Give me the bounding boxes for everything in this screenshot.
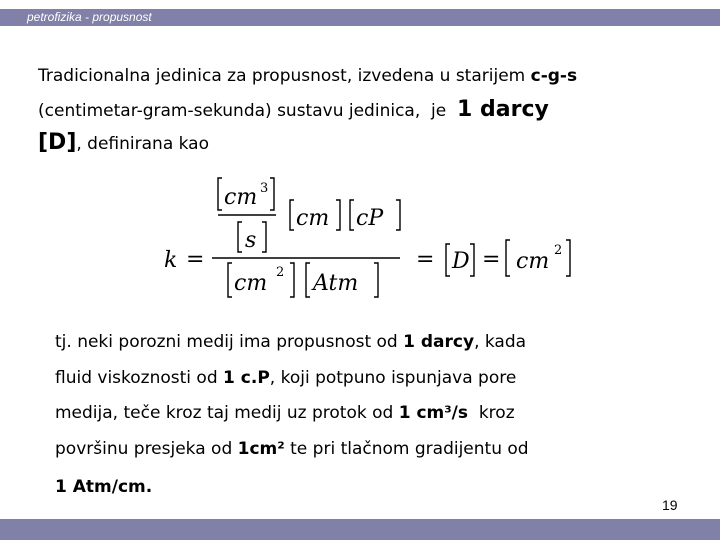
body-text: , koji potpuno ispunjava pore — [269, 368, 517, 388]
intro-text: , definirana kao — [76, 134, 210, 154]
formula-cP: cP — [356, 206, 384, 231]
bracket-right — [396, 200, 400, 230]
formula-equals: = — [482, 247, 501, 272]
bracket-right — [566, 240, 570, 276]
body-text: tj. neki porozni medij ima propusnost od — [55, 332, 398, 352]
intro-line-2 — [38, 97, 549, 122]
intro-line-1 — [38, 66, 577, 86]
body-flow: 1 cm³/s — [398, 403, 469, 423]
formula-equals: = — [186, 247, 205, 272]
body-line-4 — [55, 439, 529, 459]
header-title: petrofizika - propusnost — [27, 10, 152, 24]
bracket-right — [262, 222, 266, 252]
page-number: 19 — [662, 497, 678, 513]
formula-D: D — [452, 249, 470, 274]
body-line-2 — [55, 368, 516, 388]
body-text: , kada — [474, 332, 527, 352]
body-darcy: 1 darcy — [403, 332, 475, 352]
formula-k: k — [164, 248, 178, 273]
formula-cm2: cm — [516, 249, 550, 274]
formula-cm2: cm — [234, 271, 268, 296]
header-bar — [0, 9, 720, 26]
body-text: te pri tlačnom gradijentu od — [290, 439, 529, 459]
bracket-right — [270, 178, 274, 210]
permeability-formula — [160, 170, 580, 310]
body-text: površinu presjeka od — [55, 439, 233, 459]
footer-bar — [0, 519, 720, 540]
formula-s: s — [245, 228, 257, 253]
intro-D: [D] — [38, 130, 77, 155]
bracket-left — [218, 178, 222, 210]
formula-exp2: 2 — [276, 265, 285, 280]
formula-exp2: 2 — [554, 243, 563, 258]
bracket-left — [506, 240, 510, 276]
body-line-3 — [55, 403, 515, 423]
formula-exp3: 3 — [260, 181, 269, 196]
body-line-1 — [55, 332, 526, 352]
bracket-right — [336, 200, 340, 230]
bracket-right — [470, 244, 474, 276]
bracket-left — [290, 200, 294, 230]
formula-cm3: cm — [224, 185, 258, 210]
intro-cgs: c-g-s — [530, 66, 578, 86]
body-text: kroz — [478, 403, 515, 423]
bracket-left — [228, 263, 232, 297]
intro-text: je — [431, 101, 447, 121]
intro-darcy: 1 darcy — [457, 97, 549, 122]
bracket-left — [238, 222, 242, 252]
body-line-5: 1 Atm/cm. — [55, 477, 153, 497]
intro-text: Tradicionalna jedinica za propusnost, izvedena u starijem — [38, 66, 526, 86]
body-text: fluid viskoznosti od — [55, 368, 218, 388]
formula-atm: Atm — [313, 271, 359, 296]
formula-equals: = — [416, 247, 435, 272]
body-text: medija, teče kroz taj medij uz protok od — [55, 403, 394, 423]
bracket-left — [350, 200, 354, 230]
intro-line-3 — [38, 130, 209, 155]
formula-cm: cm — [296, 206, 330, 231]
bracket-right — [374, 263, 378, 297]
body-cP: 1 c.P — [223, 368, 270, 388]
intro-text: (centimetar-gram-sekunda) sustavu jedinica, — [38, 101, 421, 121]
bracket-left — [446, 244, 450, 276]
bracket-right — [290, 263, 294, 297]
body-area: 1cm² — [237, 439, 285, 459]
bracket-left — [306, 263, 310, 297]
